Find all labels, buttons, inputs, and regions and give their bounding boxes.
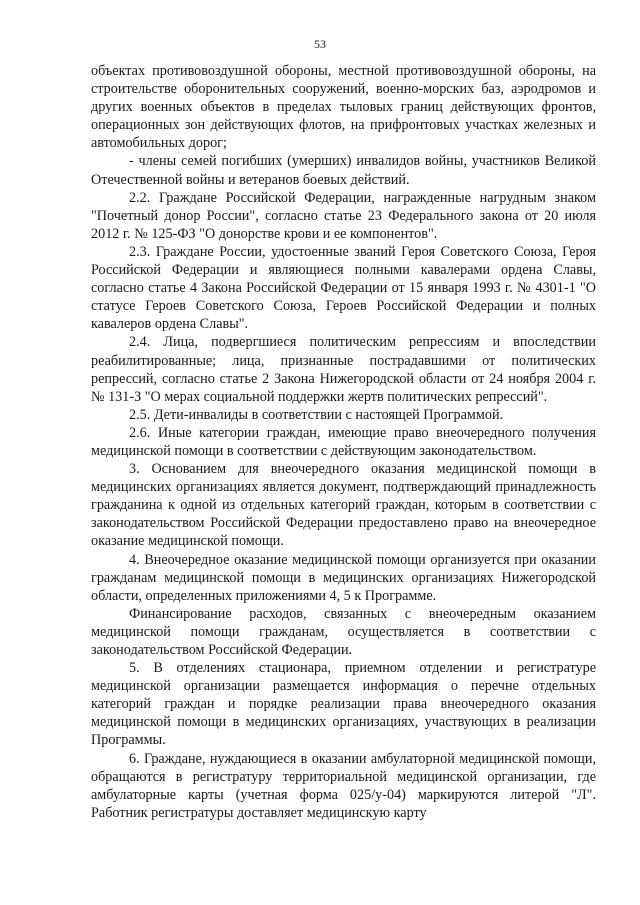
paragraph-2-5: 2.5. Дети-инвалиды в соответствии с настоящей Программой. xyxy=(129,406,504,423)
page-number: 53 xyxy=(314,37,326,51)
paragraph-6: 6. Граждане, нуждающиеся в оказании амбулаторной медицинской помощи, обращаются в регистратуру территориальной медицинской организации, где амбулаторные карты (учетная форма 025/у-04) маркируются литерой "Л". Работник регистратуры доставляет медицинскую карту xyxy=(91,750,596,821)
paragraph-4: 4. Внеочередное оказание медицинской помощи организуется при оказании гражданам медицинской помощи в медицинских организациях Нижегородской области, определенных приложениями 4, 5 к Программе. xyxy=(91,551,596,604)
paragraph-5: 5. В отделениях стационара, приемном отделении и регистратуре медицинской организации размещается информация о перечне отдельных категорий граждан и порядке реализации права внеочередного оказания медицинской помощи в медицинских организациях, участвующих в реализации Программы. xyxy=(91,660,596,749)
page-body xyxy=(91,62,596,822)
paragraph-family-members: - члены семей погибших (умерших) инвалидов войны, участников Великой Отечественной войны и ветеранов боевых действий. xyxy=(91,153,596,188)
paragraph-2-3: 2.3. Граждане России, удостоенные званий Героя Советского Союза, Героя Российской Федерации и являющиеся полными кавалерами ордена Славы, согласно статье 4 Закона Российской Федерации от 15 января 1993 г. № 4301-1 "О статусе Героев Советского Союза, Героев Российской Федерации и полных кавалеров ордена Славы". xyxy=(91,243,596,333)
paragraph-continuation: объектах противовоздушной обороны, местной противовоздушной обороны, на строительстве оборонительных сооружений, военно-морских баз, аэродромов и других военных объектов в пределах тыловых границ действующих фронтов, операционных зон действующих флотов, на прифронтовых участках железных и автомобильных дорог; xyxy=(91,63,596,152)
paragraph-2-4: 2.4. Лица, подвергшиеся политическим репрессиям и впоследствии реабилитированные; лица, признанные пострадавшими от политических репрессий, согласно статье 2 Закона Нижегородской области от 24 ноября 2004 г. № 131-З "О мерах социальной поддержки жертв политических репрессий". xyxy=(91,334,596,405)
paragraph-2-2: 2.2. Граждане Российской Федерации, награжденные нагрудным знаком "Почетный донор России", согласно статье 23 Федерального закона от 20 июля 2012 г. № 125-ФЗ "О донорстве крови и ее компонентов". xyxy=(91,189,596,242)
paragraph-3: 3. Основанием для внеочередного оказания медицинской помощи в медицинских организациях является документ, подтверждающий принадлежность гражданина к одной из отдельных категорий граждан, которым в соответствии с законодательством Российской Федерации предоставлено право на внеочередное оказание медицинской помощи. xyxy=(91,461,596,550)
paragraph-financing: Финансирование расходов, связанных с внеочередным оказанием медицинской помощи гражданам, осуществляется в соответствии с законодательством Российской Федерации. xyxy=(91,605,596,658)
paragraph-2-6: 2.6. Иные категории граждан, имеющие право внеочередного получения медицинской помощи в соответствии с действующим законодательством. xyxy=(91,424,596,459)
